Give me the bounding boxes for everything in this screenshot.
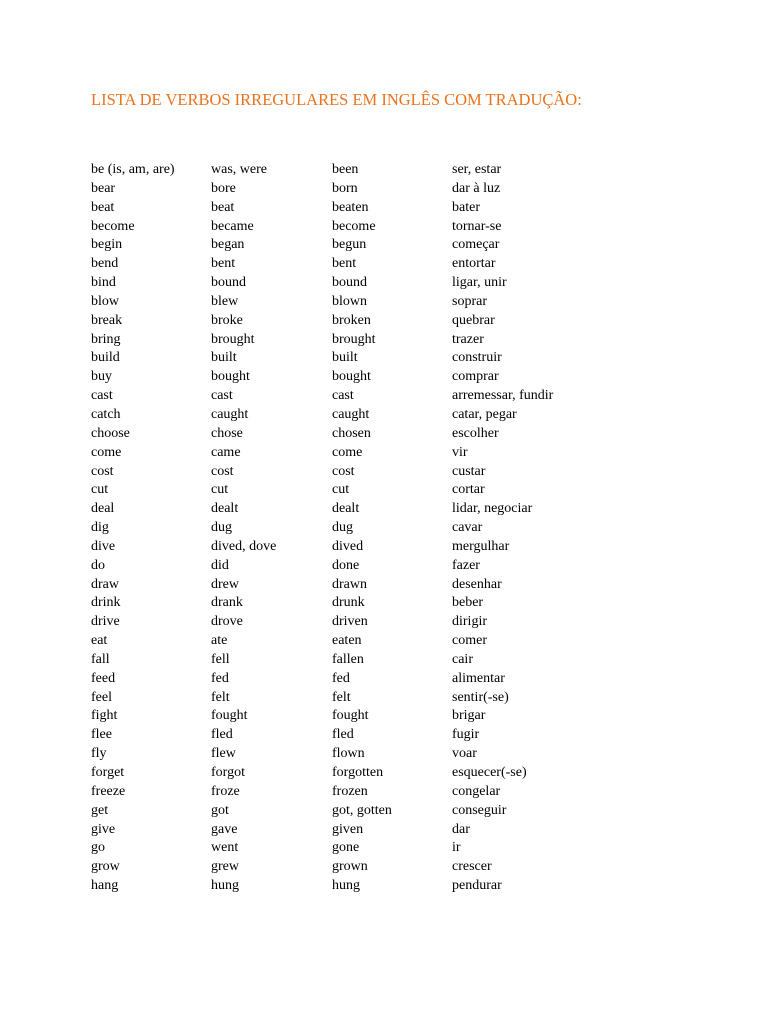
verb-infinitive: feed [91,670,116,686]
table-row [91,594,612,613]
verb-infinitive: bring [91,331,121,347]
verb-past: gave [211,821,238,837]
verb-participle: eaten [332,633,362,649]
verb-past: cast [211,388,233,404]
verb-translation: cair [452,651,473,667]
verb-infinitive: be (is, am, are) [91,162,175,177]
verb-participle: broken [332,312,371,328]
verb-participle: drunk [332,595,365,611]
verb-participle: grown [332,859,368,875]
verb-participle: bound [332,275,367,291]
verb-translation: fugir [452,727,480,743]
verb-past: fled [211,727,233,743]
verb-past: chose [211,425,243,441]
table-row [91,349,612,368]
verb-participle: gone [332,840,360,856]
verb-table [91,161,612,896]
verb-infinitive: bear [91,180,116,196]
verb-translation: trazer [452,331,484,347]
verb-past: dealt [211,501,239,517]
verb-past: bent [211,256,236,272]
verb-translation: brigar [452,708,486,724]
verb-infinitive: fly [91,746,107,762]
table-row [91,255,612,274]
verb-infinitive: break [91,312,123,328]
verb-translation: ser, estar [452,162,502,177]
verb-infinitive: come [91,444,122,460]
table-row [91,726,612,745]
verb-past: fought [211,708,248,724]
verb-translation: cortar [452,482,485,498]
verb-infinitive: eat [91,633,108,649]
table-row [91,745,612,764]
table-row [91,519,612,538]
verb-past: drove [211,614,243,630]
verb-participle: fed [332,670,350,686]
verb-translation: congelar [452,783,501,799]
verb-participle: blown [332,293,367,309]
verb-infinitive: hang [91,878,119,894]
verb-translation: dar à luz [452,180,501,196]
verb-translation: esquecer(-se) [452,765,527,780]
table-row [91,312,612,331]
verb-participle: beaten [332,199,369,215]
table-row [91,707,612,726]
verb-infinitive: get [91,802,109,818]
verb-participle: cost [332,463,355,479]
verb-infinitive: blow [91,293,119,309]
verb-participle: been [332,162,359,177]
table-row [91,293,612,312]
verb-infinitive: fall [91,651,110,667]
verb-infinitive: feel [91,689,112,705]
verb-infinitive: cast [91,388,113,404]
table-row [91,839,612,858]
verb-infinitive: drive [91,614,120,630]
verb-participle: caught [332,406,370,422]
verb-infinitive: forget [91,765,125,780]
table-row [91,387,612,406]
verb-translation: conseguir [452,802,507,818]
verb-infinitive: dive [91,538,116,554]
verb-participle: come [332,444,363,460]
verb-translation: beber [452,595,484,611]
verb-participle: done [332,557,360,573]
verb-past: beat [211,199,235,215]
table-row [91,557,612,576]
verb-participle: fled [332,727,354,743]
table-row [91,274,612,293]
table-row [91,689,612,708]
verb-participle: begun [332,237,367,253]
verb-past: hung [211,878,239,894]
verb-participle: felt [332,689,351,705]
table-row [91,236,612,255]
verb-infinitive: deal [91,501,115,517]
verb-translation: construir [452,350,502,366]
verb-infinitive: dig [91,520,109,536]
verb-infinitive: catch [91,406,121,422]
table-row [91,500,612,519]
table-row [91,632,612,651]
verb-past: bore [211,180,236,196]
verb-past: brought [211,331,255,347]
verb-table-body [91,161,612,896]
verb-infinitive: drink [91,595,121,611]
verb-infinitive: buy [91,369,112,385]
verb-past: grew [211,859,239,875]
verb-translation: começar [452,237,500,253]
verb-participle: flown [332,746,365,762]
verb-participle: fought [332,708,369,724]
table-row [91,821,612,840]
verb-participle: born [332,180,358,196]
verb-infinitive: go [91,840,105,856]
verb-past: became [211,218,254,234]
verb-participle: brought [332,331,376,347]
verb-past: flew [211,746,236,762]
table-row [91,858,612,877]
verb-participle: dived [332,538,364,554]
verb-past: ate [211,633,228,649]
verb-translation: crescer [452,859,492,875]
verb-translation: pendurar [452,878,502,894]
verb-infinitive: give [91,821,116,837]
verb-infinitive: begin [91,237,123,253]
table-row [91,406,612,425]
verb-infinitive: cut [91,482,109,498]
verb-participle: got, gotten [332,802,392,818]
table-row [91,444,612,463]
table-row [91,368,612,387]
verb-past: cut [211,482,229,498]
verb-participle: bought [332,369,371,385]
verb-translation: fazer [452,557,480,573]
table-row [91,764,612,783]
verb-participle: forgotten [332,765,384,780]
table-row [91,463,612,482]
verb-translation: voar [452,746,477,762]
verb-past: went [211,840,239,856]
verb-infinitive: bend [91,256,119,272]
verb-participle: drawn [332,576,367,592]
verb-translation: cavar [452,520,483,536]
verb-infinitive: cost [91,463,114,479]
verb-translation: tornar-se [452,218,502,234]
table-row [91,613,612,632]
verb-infinitive: draw [91,576,119,592]
table-row [91,783,612,802]
table-row [91,199,612,218]
verb-past: was, were [211,162,267,177]
verb-past: fed [211,670,229,686]
verb-past: froze [211,783,240,799]
verb-past: bought [211,369,250,385]
verb-past: drew [211,576,239,592]
verb-participle: cast [332,388,354,404]
table-row [91,331,612,350]
verb-past: fell [211,651,230,667]
verb-translation: sentir(-se) [452,689,509,705]
verb-participle: given [332,821,364,837]
verb-translation: catar, pegar [452,406,517,422]
table-row [91,180,612,199]
verb-past: felt [211,689,230,705]
verb-past: drank [211,595,243,611]
verb-translation: arremessar, fundir [452,388,554,404]
verb-participle: bent [332,256,357,272]
verb-participle: frozen [332,783,368,799]
verb-past: began [211,237,245,253]
table-row [91,576,612,595]
verb-infinitive: become [91,218,135,234]
verb-translation: dar [452,821,470,837]
verb-participle: chosen [332,425,371,441]
verb-past: broke [211,312,243,328]
table-row [91,651,612,670]
verb-infinitive: grow [91,859,120,875]
verb-infinitive: flee [91,727,112,743]
verb-participle: dealt [332,501,360,517]
verb-translation: custar [452,463,486,479]
verb-translation: soprar [452,293,487,309]
verb-participle: cut [332,482,350,498]
verb-participle: built [332,350,358,366]
verb-translation: escolher [452,425,499,441]
verb-translation: dirigir [452,614,487,630]
verb-translation: mergulhar [452,538,510,554]
verb-past: built [211,350,237,366]
verb-infinitive: freeze [91,783,126,799]
verb-participle: fallen [332,651,364,667]
verb-infinitive: choose [91,425,130,441]
table-row [91,802,612,821]
table-row [91,161,612,180]
verb-translation: vir [452,444,468,460]
verb-translation: alimentar [452,670,505,686]
verb-translation: bater [452,199,480,215]
table-row [91,538,612,557]
document-title: LISTA DE VERBOS IRREGULARES EM INGLÊS COM TRADUÇÃO: [91,90,582,109]
verb-participle: dug [332,520,353,536]
verb-past: blew [211,293,239,309]
verb-past: forgot [211,765,245,780]
table-row [91,670,612,689]
table-row [91,481,612,500]
verb-past: did [211,557,229,573]
verb-participle: hung [332,878,360,894]
verb-infinitive: do [91,557,105,573]
verb-past: got [211,802,229,818]
table-row [91,218,612,237]
verb-infinitive: bind [91,275,116,291]
verb-past: dug [211,520,232,536]
verb-translation: ligar, unir [452,275,507,291]
verb-translation: comprar [452,369,499,385]
verb-participle: driven [332,614,368,630]
verb-translation: quebrar [452,312,495,328]
verb-past: bound [211,275,246,291]
table-row [91,425,612,444]
verb-translation: desenhar [452,576,502,592]
verb-past: caught [211,406,249,422]
verb-infinitive: beat [91,199,115,215]
verb-translation: comer [452,633,487,649]
verb-translation: ir [452,840,461,856]
verb-past: cost [211,463,234,479]
verb-translation: lidar, negociar [452,501,533,517]
verb-participle: become [332,218,376,234]
verb-past: dived, dove [211,538,277,554]
verb-infinitive: fight [91,708,118,724]
verb-translation: entortar [452,256,496,272]
verb-past: came [211,444,241,460]
table-row [91,877,612,896]
verb-infinitive: build [91,350,120,366]
